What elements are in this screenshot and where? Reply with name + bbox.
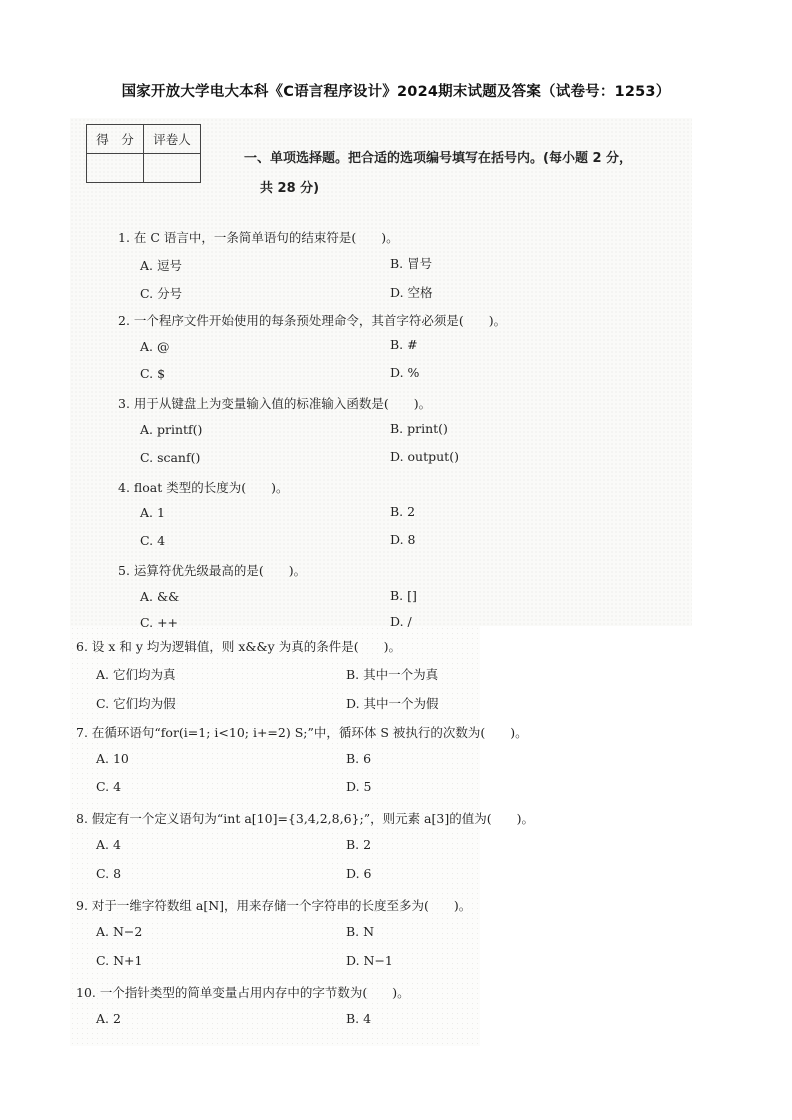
option-d[interactable]: D. % <box>390 365 420 380</box>
option-a[interactable]: A. 逗号 <box>140 258 182 273</box>
score-table <box>86 124 201 183</box>
option-a[interactable]: A. 2 <box>96 1011 121 1026</box>
option-a[interactable]: A. printf() <box>140 422 203 437</box>
option-c[interactable]: C. 分号 <box>140 286 183 301</box>
option-b[interactable]: B. 其中一个为真 <box>346 667 439 682</box>
grader-header: 评卷人 <box>144 125 201 154</box>
option-d[interactable]: D. output() <box>390 449 459 464</box>
question-stem: 4. float 类型的长度为( )。 <box>118 480 289 495</box>
question-stem: 9. 对于一维字符数组 a[N]，用来存储一个字符串的长度至多为( )。 <box>76 898 472 913</box>
option-b[interactable]: B. 冒号 <box>390 256 433 271</box>
question-stem: 3. 用于从键盘上为变量输入值的标准输入函数是( )。 <box>118 396 432 411</box>
option-b[interactable]: B. 6 <box>346 751 372 766</box>
option-c[interactable]: C. 它们均为假 <box>96 696 176 711</box>
option-b[interactable]: B. [] <box>390 588 417 603</box>
option-d[interactable]: D. N−1 <box>346 953 393 968</box>
option-a[interactable]: A. @ <box>140 339 170 354</box>
option-b[interactable]: B. # <box>390 337 418 352</box>
option-b[interactable]: B. 2 <box>346 837 372 852</box>
question-stem: 2. 一个程序文件开始使用的每条预处理命令，其首字符必须是( )。 <box>118 313 507 328</box>
option-c[interactable]: C. 4 <box>140 533 166 548</box>
option-c[interactable]: C. N+1 <box>96 953 143 968</box>
option-d[interactable]: D. 5 <box>346 779 372 794</box>
option-b[interactable]: B. N <box>346 924 375 939</box>
option-c[interactable]: C. ++ <box>140 615 179 630</box>
question-stem: 10. 一个指针类型的简单变量占用内存中的字节数为( )。 <box>76 985 410 1000</box>
page-title: 国家开放大学电大本科《C语言程序设计》2024期末试题及答案（试卷号：1253） <box>121 84 671 100</box>
option-d[interactable]: D. / <box>390 614 412 629</box>
option-a[interactable]: A. && <box>140 589 180 604</box>
question-stem: 6. 设 x 和 y 均为逻辑值，则 x&&y 为真的条件是( )。 <box>76 639 401 654</box>
section-points: 共 28 分) <box>260 181 320 196</box>
option-d[interactable]: D. 其中一个为假 <box>346 696 439 711</box>
option-d[interactable]: D. 空格 <box>390 285 433 300</box>
question-stem: 1. 在 C 语言中，一条简单语句的结束符是( )。 <box>118 230 399 245</box>
option-a[interactable]: A. 10 <box>96 751 129 766</box>
question-stem: 5. 运算符优先级最高的是( )。 <box>118 563 307 578</box>
option-c[interactable]: C. scanf() <box>140 450 201 465</box>
option-c[interactable]: C. 8 <box>96 866 122 881</box>
option-a[interactable]: A. 4 <box>96 837 121 852</box>
option-d[interactable]: D. 8 <box>390 532 416 547</box>
option-a[interactable]: A. 它们均为真 <box>96 667 176 682</box>
section-instruction: 一、单项选择题。把合适的选项编号填写在括号内。(每小题 2 分， <box>244 151 633 166</box>
option-b[interactable]: B. 2 <box>390 504 416 519</box>
option-b[interactable]: B. 4 <box>346 1011 372 1026</box>
option-d[interactable]: D. 6 <box>346 866 372 881</box>
option-a[interactable]: A. N−2 <box>96 924 143 939</box>
score-header: 得 分 <box>87 125 144 154</box>
option-c[interactable]: C. 4 <box>96 779 122 794</box>
grader-cell[interactable] <box>144 154 201 183</box>
score-cell[interactable] <box>87 154 144 183</box>
section-heading <box>244 144 674 204</box>
option-c[interactable]: C. $ <box>140 366 166 381</box>
option-b[interactable]: B. print() <box>390 421 448 436</box>
option-a[interactable]: A. 1 <box>140 505 165 520</box>
question-stem: 7. 在循环语句“for(i=1; i<10; i+=2) S;”中，循环体 S 被执行的次数为( )。 <box>76 725 528 740</box>
question-stem: 8. 假定有一个定义语句为“int a[10]={3,4,2,8,6};”，则元素 a[3]的值为( )。 <box>76 811 534 826</box>
